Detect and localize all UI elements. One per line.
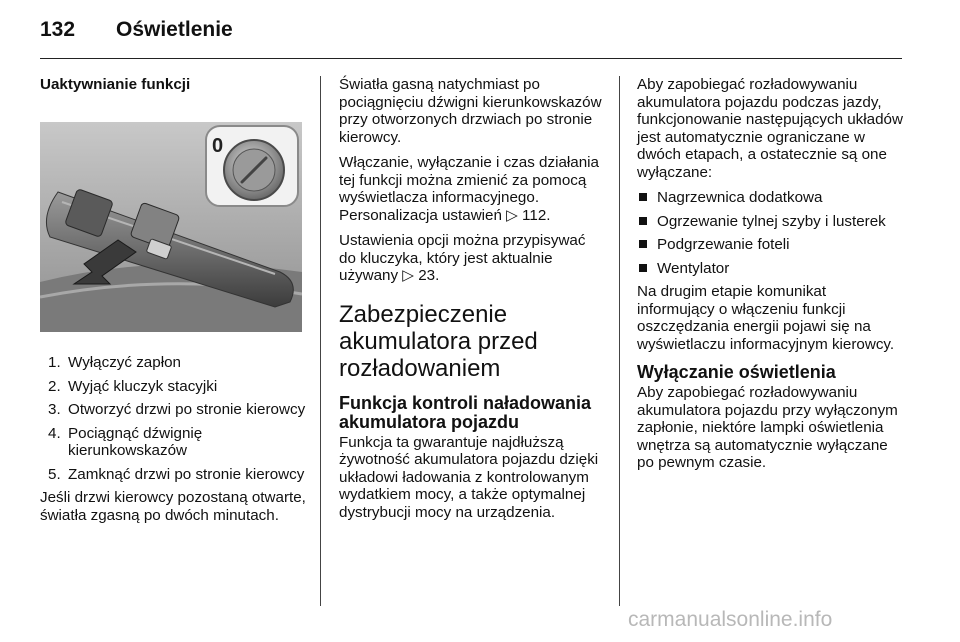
watermark: carmanualsonline.info <box>628 608 833 631</box>
section-title-battery-protection: Zabezpieczenie akumulatora przed rozładowaniem <box>339 300 538 382</box>
paragraph-energy-saving-message: Na drugim etapie komunikat informujący o włączeniu funkcji oszczędzania energii pojawi się na wyświetlaczu informacyjnym kierowcy. <box>637 283 895 353</box>
header-rule <box>40 58 902 59</box>
ignition-position-label: 0 <box>212 134 224 157</box>
step-item: 5. Zamknąć drzwi po stronie kierowcy <box>48 465 305 483</box>
list-item: Podgrzewanie foteli <box>637 236 905 254</box>
step-item: 4. Pociągnąć dźwignię kierunkowskazów <box>48 424 203 459</box>
subsection-title-charge-control: Funkcja kontroli naładowania akumulatora pojazdu <box>339 392 592 432</box>
bullet-square-icon <box>639 193 647 201</box>
column-3 <box>637 76 905 480</box>
step-item: 2. Wyjąć kluczyk stacyjki <box>48 377 218 395</box>
paragraph-charge-control: Funkcja ta gwarantuje najdłuższą żywotność akumulatora pojazdu dzięki układowi ładowania z kontrolowanym wydatkiem mocy, a także optymalnej dystrybucji mocy na urządzenia. <box>339 433 599 521</box>
paragraph-discharge-prevention: Aby zapobiegać rozładowywaniu akumulatora pojazdu podczas jazdy, funkcjonowanie następujących układów jest automatycznie ograniczane w dwóch etapach, a ostatecznie są one wyłączane: <box>637 76 903 181</box>
section-heading-activation: Uaktywnianie funkcji <box>40 76 191 93</box>
paragraph-interior-lamps: Aby zapobiegać rozładowywaniu akumulatora pojazdu przy wyłączonym zapłonie, niektóre lampki oświetlenia wnętrza są automatycznie wyłączane po pewnym czasie. <box>637 384 898 471</box>
column-1 <box>40 76 306 532</box>
column-2 <box>339 76 605 529</box>
step-item: 1. Wyłączyć zapłon <box>48 354 181 371</box>
paragraph-lights-off: Światła gasną natychmiast po pociągnięciu dźwigni kierunkowskazów przy otworzonych drzwiach po stronie kierowcy. <box>339 76 602 146</box>
limited-systems-list <box>637 189 905 277</box>
list-item: Nagrzewnica dodatkowa <box>637 189 905 207</box>
bullet-square-icon <box>639 240 647 248</box>
door-open-note: Jeśli drzwi kierowcy pozostaną otwarte, światła zgasną po dwóch minutach. <box>40 489 306 524</box>
subsection-title-lighting-off: Wyłączanie oświetlenia <box>637 362 836 382</box>
paragraph-key-assignment: Ustawienia opcji można przypisywać do kluczyka, który jest aktualnie używany ▷ 23. <box>339 232 586 284</box>
activation-steps <box>40 354 306 483</box>
list-item: Wentylator <box>637 260 905 278</box>
page-title: Oświetlenie <box>116 18 233 41</box>
page-number: 132 <box>40 18 76 41</box>
paragraph-personalization: Włączanie, wyłączanie i czas działania tej funkcji można zmienić za pomocą wyświetlacza informacyjnego. Personalizacja ustawień ▷ 112. <box>339 154 599 224</box>
turn-signal-lever-figure <box>40 122 302 332</box>
column-divider-1 <box>320 76 321 606</box>
list-item: Ogrzewanie tylnej szyby i lusterek <box>637 213 905 231</box>
bullet-square-icon <box>639 264 647 272</box>
step-item: 3. Otworzyć drzwi po stronie kierowcy <box>48 401 306 418</box>
bullet-square-icon <box>639 217 647 225</box>
column-divider-2 <box>619 76 620 606</box>
